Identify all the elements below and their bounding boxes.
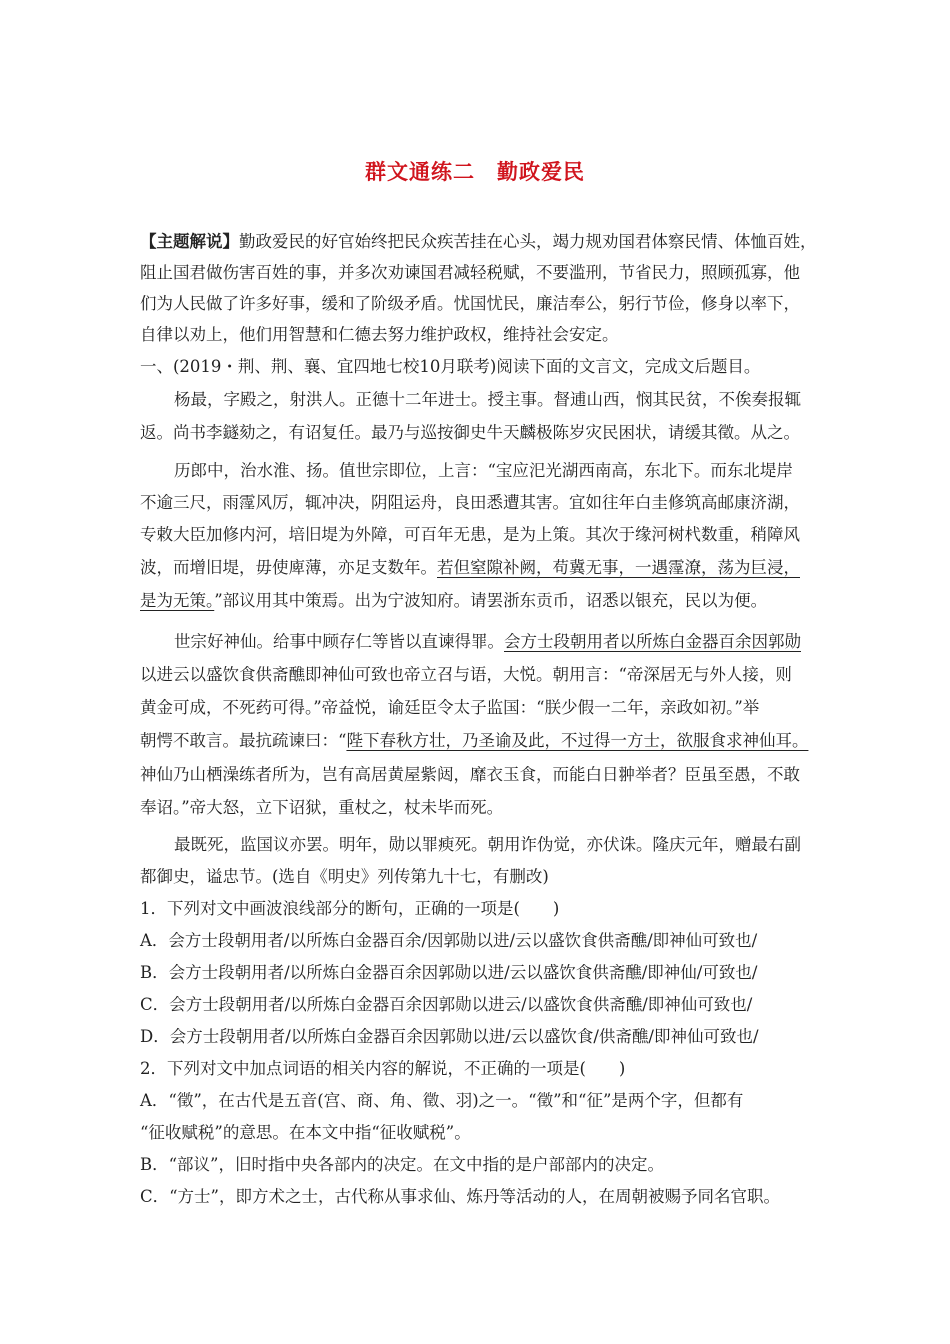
question-2: 2．下列对文中加点词语的相关内容的解说，不正确的一项是( ) bbox=[140, 1059, 626, 1078]
intro-line: 阻止国君做伤害百姓的事，并多次劝谏国君减轻税赋，不要滥刑，节省民力，照顾孤寡，他 bbox=[140, 263, 800, 282]
passage-line: 奉诏。”帝大怒，立下诏狱，重杖之，杖未毕而死。 bbox=[140, 798, 504, 817]
passage-line: 都御史，谥忠节。(选自《明史》列传第九十七，有删改) bbox=[140, 867, 549, 886]
passage-line: 朝愕不敢言。最抗疏谏曰：“陛下春秋方壮，乃圣谕及此，不过得一方士，欲服食求神仙耳。 bbox=[140, 731, 809, 750]
passage-line: 专敕大臣加修内河，培旧堤为外障，可百年无患，是为上策。其次于缘河树杙数重，稍障风 bbox=[140, 525, 800, 544]
option-2c: C．“方士”，即方术之士，古代称从事求仙、炼丹等活动的人，在周朝被赐予同名官职。 bbox=[140, 1187, 780, 1206]
passage-line: 杨最，字殿之，射洪人。正德十二年进士。授主事。督逋山西，悯其民贫，不俟奏报辄 bbox=[174, 390, 801, 409]
option-1a: A．会方士段朝用者/以所炼白金器百余/因郭勋以进/云以盛饮食供斋醮/即神仙可致也/ bbox=[140, 931, 758, 950]
underlined-sentence: 是为无策。 bbox=[140, 591, 215, 610]
passage-line: 历郎中，治水淮、扬。值世宗即位，上言：“宝应汜光湖西南高，东北下。而东北堤岸 bbox=[174, 461, 793, 480]
passage-line: 返。尚书李鐩劾之，有诏复任。最乃与巡按御史牛天麟极陈岁灾民困状，请缓其徵。从之。 bbox=[140, 423, 800, 442]
intro-line: 们为人民做了许多好事，缓和了阶级矛盾。忧国忧民，廉洁奉公，躬行节俭，修身以率下， bbox=[140, 294, 800, 313]
passage-line: 波，而增旧堤，毋使庳薄，亦足支数年。若但窒隙补阙，苟冀无事，一遇霪潦，荡为巨浸， bbox=[140, 558, 800, 577]
question-header: 一、(2019・荆、荆、襄、宜四地七校10月联考)阅读下面的文言文，完成文后题目。 bbox=[140, 357, 761, 376]
question-1: 1．下列对文中画波浪线部分的断句，正确的一项是( ) bbox=[140, 899, 560, 918]
underlined-sentence: 若但窒隙补阙，苟冀无事，一遇霪潦，荡为巨浸， bbox=[437, 558, 800, 577]
intro-tag: 【主题解说】 bbox=[140, 232, 239, 251]
option-2a-cont: “征收赋税”的意思。在本文中指“征收赋税”。 bbox=[140, 1123, 471, 1142]
page-title: 群文通练二 勤政爱民 bbox=[365, 160, 585, 184]
passage-line: 神仙乃山栖澡练者所为，岂有高居黄屋紫闼，靡衣玉食，而能白日翀举者？臣虽至愚，不敢 bbox=[140, 765, 800, 784]
option-1d: D．会方士段朝用者/以所炼白金器百余因郭勋以进/云以盛饮食/供斋醮/即神仙可致也/ bbox=[140, 1027, 759, 1046]
intro-line: 自律以劝上，他们用智慧和仁德去努力维护政权，维持社会安定。 bbox=[140, 325, 619, 344]
underlined-sentence: 陛下春秋方壮，乃圣谕及此，不过得一方士，欲服食求神仙耳。 bbox=[346, 731, 809, 750]
passage-line: 最既死，监国议亦罢。明年，勋以罪瘐死。朝用诈伪觉，亦伏诛。隆庆元年，赠最右副 bbox=[174, 835, 801, 854]
passage-line: 不逾三尺，雨霪风厉，辄冲决，阴阻运舟，良田悉遭其害。宜如往年白圭修筑高邮康济湖， bbox=[140, 493, 800, 512]
option-1b: B．会方士段朝用者/以所炼白金器百余因郭勋以进/云以盛饮食供斋醮/即神仙/可致也/ bbox=[140, 963, 758, 982]
option-2b: B．“部议”，旧时指中央各部内的决定。在文中指的是户部部内的决定。 bbox=[140, 1155, 664, 1174]
passage-line: 世宗好神仙。给事中顾存仁等皆以直谏得罪。会方士段朝用者以所炼白金器百余因郭勋 bbox=[174, 632, 801, 651]
passage-line: 以进云以盛饮食供斋醮即神仙可致也帝立召与语，大悦。朝用言：“帝深居无与外人接，则 bbox=[140, 665, 792, 684]
passage-line: 是为无策。”部议用其中策焉。出为宁波知府。请罢浙东贡币，诏悉以银充，民以为便。 bbox=[140, 591, 768, 610]
wavy-underlined-sentence: 会方士段朝用者以所炼白金器百余因郭勋 bbox=[504, 632, 801, 651]
passage-line: 黄金可成，不死药可得。”帝益悦，谕廷臣令太子监国：“朕少假一二年，亲政如初。”举 bbox=[140, 698, 760, 717]
intro-line: 【主题解说】勤政爱民的好官始终把民众疾苦挂在心头，竭力规劝国君体察民情、体恤百姓， bbox=[140, 232, 817, 251]
option-1c: C．会方士段朝用者/以所炼白金器百余因郭勋以进云/以盛饮食供斋醮/即神仙可致也/ bbox=[140, 995, 753, 1014]
option-2a: A．“徵”，在古代是五音(宫、商、角、徵、羽)之一。“徵”和“征”是两个字，但都有 bbox=[140, 1091, 744, 1110]
